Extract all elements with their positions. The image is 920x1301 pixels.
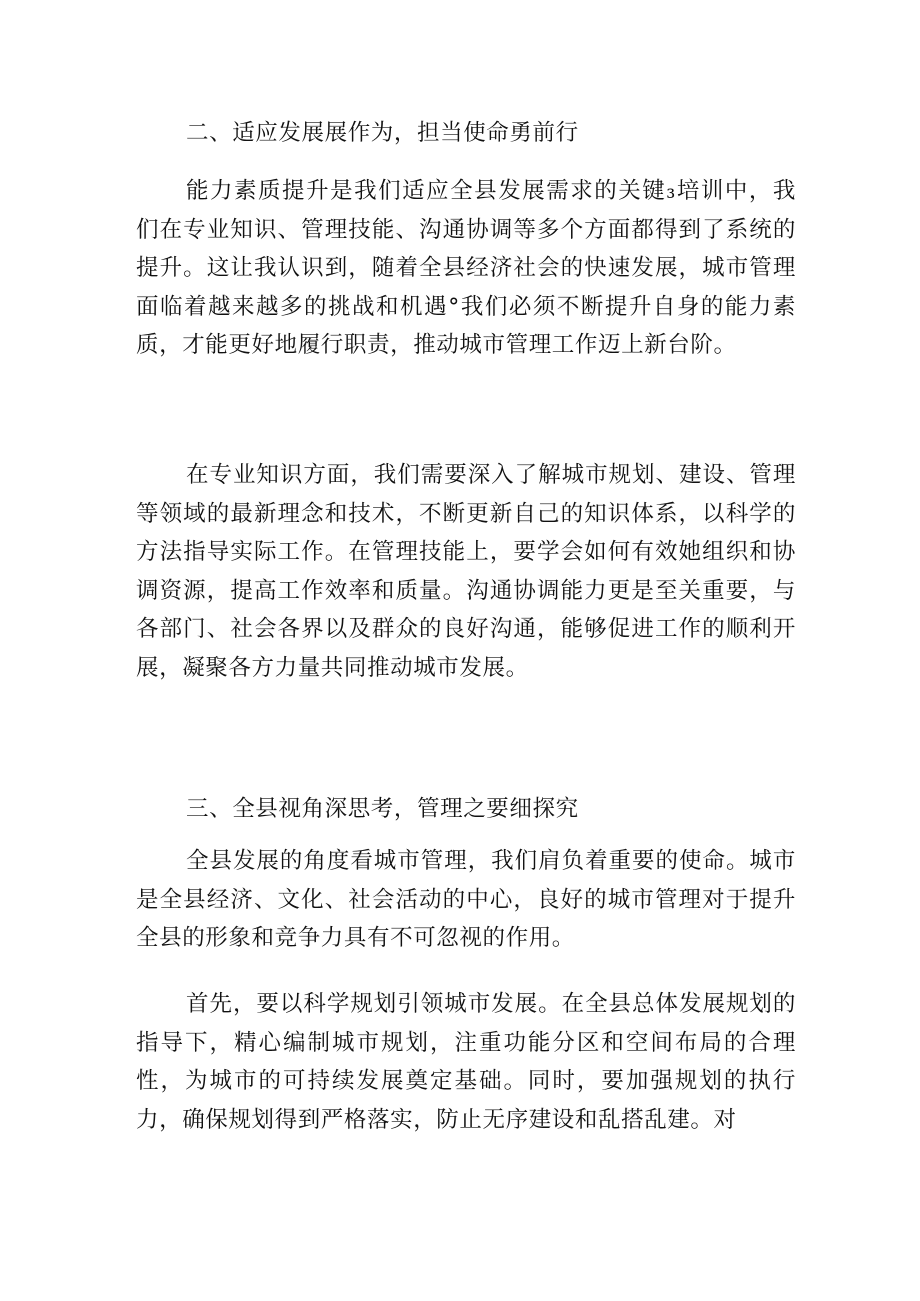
paragraph-county-perspective: 全县发展的角度看城市管理，我们肩负着重要的使命。城市是全县经济、文化、社会活动的中心，良好的城市管理对于提升全县的形象和竞争力具有不可忽视的作用。: [136, 848, 796, 951]
section-heading-3: 三、全县视角深思考，管理之要细探究: [186, 796, 579, 822]
paragraph-scientific-planning: 首先，要以科学规划引领城市发展。在全县总体发展规划的指导下，精心编制城市规划，注重功能分区和空间布局的合理性，为城市的可持续发展奠定基础。同时，要加强规划的执行力，确保规划得到严格落实，防止无序建设和乱搭乱建。对: [136, 991, 796, 1133]
paragraph-ability-quality: 能力素质提升是我们适应全县发展需求的关键₃培训中，我们在专业知识、管理技能、沟通协调等多个方面都得到了系统的提升。这让我认识到，随着全县经济社会的快速发展，城市管理面临着越来越多的挑战和机遇°我们必须不断提升自身的能力素质，才能更好地履行职责，推动城市管理工作迈上新台阶。: [136, 178, 796, 358]
section-heading-2: 二、适应发展展作为，担当使命勇前行: [186, 120, 579, 146]
paragraph-professional-knowledge: 在专业知识方面，我们需要深入了解城市规划、建设、管理等领域的最新理念和技术，不断更新自己的知识体系，以科学的方法指导实际工作。在管理技能上，要学会如何有效她组织和协调资源，提高工作效率和质量。沟通协调能力更是至关重要，与各部门、社会各界以及群众的良好沟通，能够促进工作的顺利开展，凝聚各方力量共同推动城市发展。: [136, 462, 796, 681]
